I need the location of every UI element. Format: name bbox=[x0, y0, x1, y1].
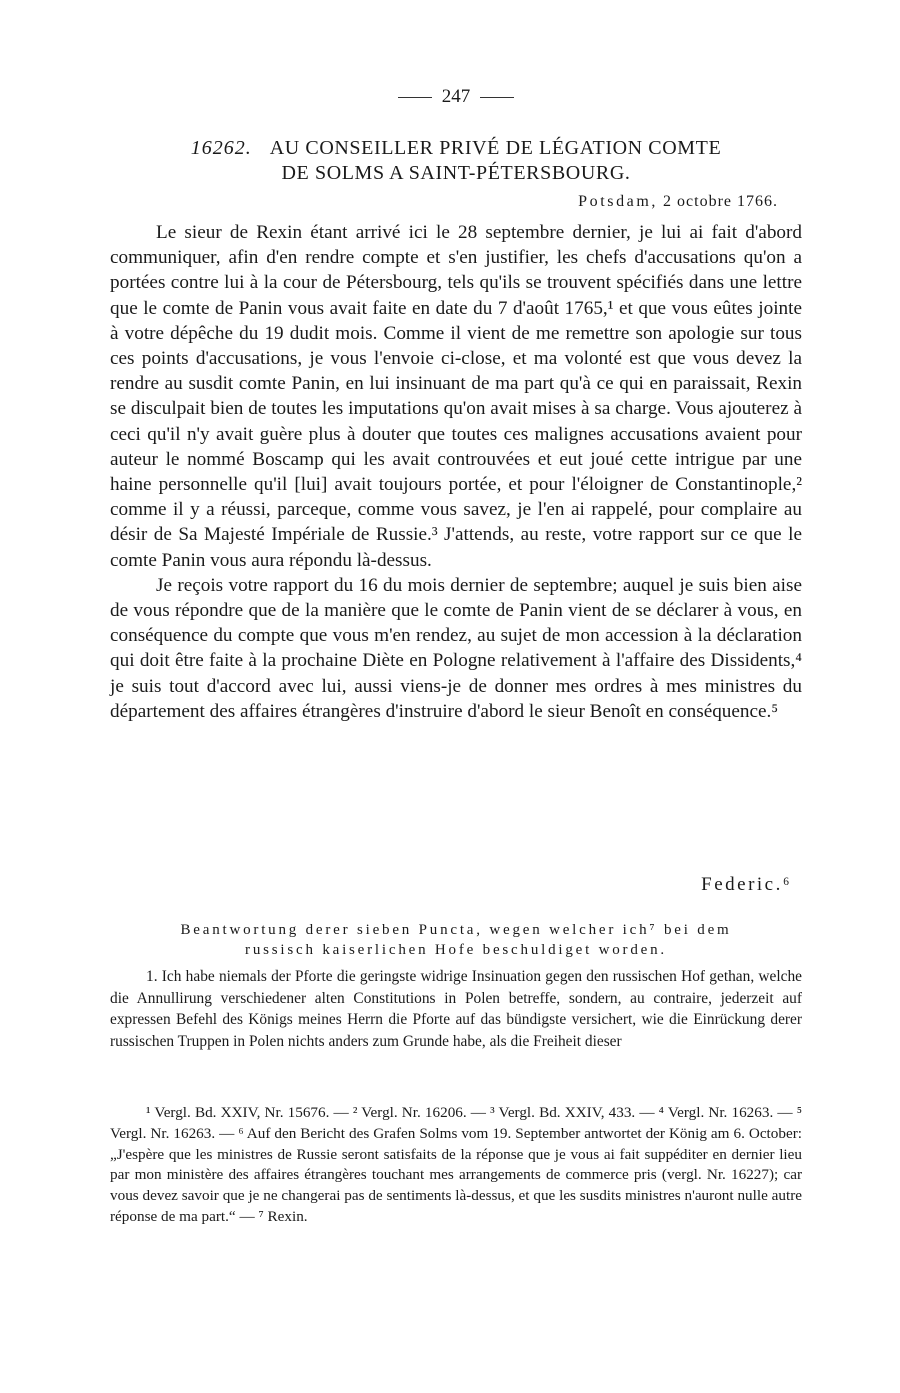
enclosure-text bbox=[110, 966, 802, 1052]
signature: Federic.⁶ bbox=[701, 874, 792, 895]
heading-line-2: DE SOLMS A SAINT-PÉTERSBOURG. bbox=[281, 162, 631, 184]
enclosure-heading-line-1: Beantwortung derer sieben Puncta, wegen welcher ich⁷ bei dem bbox=[180, 922, 732, 938]
rule-left bbox=[398, 97, 432, 98]
letter-heading bbox=[110, 136, 802, 186]
rule-right bbox=[480, 97, 514, 98]
point-1: 1. Ich habe niemals der Pforte die geringste widrige Insinuation gegen den russischen Hof gethan, welche die Annullirung verschiedener alten Constitutions in Polen betreffe, sondern, au contraire, jederzeit auf expressen Befehl des Königs meines Herrn die Pforte auf das bündigste versichert, wie die Einrückung derer russischen Truppen in Polen nichts anders zum Grunde habe, als die Freiheit dieser bbox=[110, 968, 802, 1050]
enclosure-heading bbox=[110, 920, 802, 960]
enclosure-heading-line-2: russisch kaiserlichen Hofe beschuldiget worden. bbox=[245, 942, 667, 958]
paragraph-1: Le sieur de Rexin étant arrivé ici le 28 septembre dernier, je lui ai fait d'abord communiquer, afin d'en rendre compte et s'en justifier, les chefs d'accusations qu'on a portées contre lui à la cour de Pétersbourg, tels qu'ils se trouvent spécifiés dans une lettre que le comte de Panin vous avait faite en date du 7 d'août 1765,¹ et que vous eûtes jointe à votre dépêche du 19 dudit mois. Comme il vient de me remettre son apologie sur tous ces points d'accusations, je vous l'envoie ci-close, et ma volonté est que vous devez la rendre au susdit comte Panin, en lui insinuant de ma part qu'à ce qui en paraissait, Rexin se disculpait bien de toutes les imputations qu'on avait mises à sa charge. Vous ajouterez à ceci qu'il n'y avait guère plus à douter que toutes ces malignes accusations avaient pour auteur le nommé Boscamp qui les avait controuvées et eut joué cette intrigue par une haine personnelle qu'il [lui] avait toujours portée, et pour l'éloigner de Constantinople,² comme il y a réussi, parceque, comme vous savez, je l'en ai rappelé, pour complaire au désir de Sa Majesté Impériale de Russie.³ J'attends, au reste, votre rapport sur ce que le comte Panin vous aura répondu là-dessus. bbox=[110, 222, 802, 571]
heading-line-1 bbox=[110, 136, 802, 161]
page-number bbox=[110, 86, 802, 108]
footnotes-text: ¹ Vergl. Bd. XXIV, Nr. 15676. — ² Vergl. Nr. 16206. — ³ Vergl. Bd. XXIV, 433. — ⁴ Vergl. Nr. 16263. — ⁵ Vergl. Nr. 16263. — ⁶ Auf den Bericht des Grafen Solms vom 19. September antwortet der König am 6. October: „J'espère que les ministres de Russie seront satisfaits de la réponse que je vous ai fait suppéditer en dernier lieu par mon ministère des affaires étrangères touchant mes arrangements de commerce pris (vergl. Nr. 16227); car vous devez savoir que je ne changerai pas de sentiments là-dessus, et que les susdits ministres n'auront nulle autre réponse de ma part.“ — ⁷ Rexin. bbox=[110, 1104, 802, 1225]
heading-text-1: AU CONSEILLER PRIVÉ DE LÉGATION COMTE bbox=[269, 137, 722, 159]
page-number-text: 247 bbox=[441, 86, 471, 107]
letter-body bbox=[110, 220, 802, 724]
dateline-date: 2 octobre 1766. bbox=[663, 193, 778, 210]
footnotes bbox=[110, 1103, 802, 1228]
letter-number: 16262. bbox=[190, 137, 252, 159]
dateline bbox=[578, 193, 778, 211]
dateline-place: Potsdam, bbox=[578, 193, 659, 210]
paragraph-2: Je reçois votre rapport du 16 du mois dernier de septembre; auquel je suis bien aise de vous répondre que de la manière que le comte de Panin vient de se déclarer à vous, en conséquence du compte que vous m'en rendez, au sujet de mon accession à la déclaration qui doit être faite à la prochaine Diète en Pologne relativement à l'affaire des Dissidents,⁴ je suis tout d'accord avec lui, aussi viens-je de donner mes ordres à mes ministres du département des affaires étrangères d'instruire d'abord le sieur Benoît en conséquence.⁵ bbox=[110, 574, 802, 722]
